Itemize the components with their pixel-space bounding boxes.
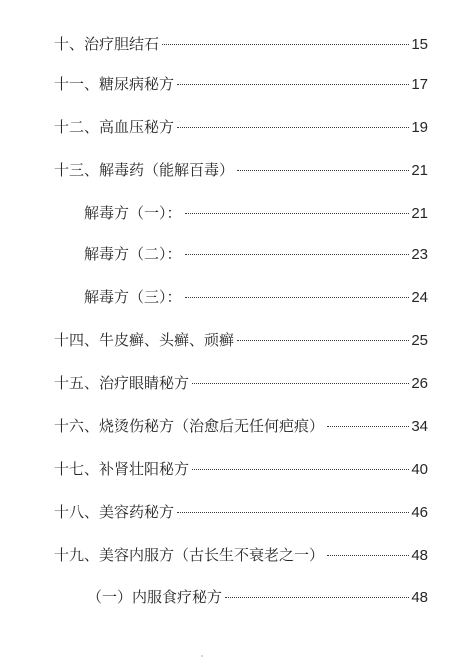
dot-leader <box>327 426 409 427</box>
toc-entry-title: 解毒方（一）： <box>84 204 182 222</box>
toc-entry-title: 十二、高血压秘方 <box>54 118 175 136</box>
scan-speck <box>201 655 203 657</box>
dot-leader <box>225 597 409 598</box>
toc-entry-title: 十四、牛皮癣、头癣、顽癣 <box>54 331 235 349</box>
toc-entry-title: 十三、解毒药（能解百毒） <box>54 161 235 179</box>
toc-subentry[interactable] <box>84 202 428 224</box>
toc-entry[interactable] <box>54 159 428 181</box>
toc-entry-title: 十六、烧烫伤秘方（治愈后无任何疤痕） <box>54 417 325 435</box>
toc-entry-title: 十八、美容药秘方 <box>54 503 175 521</box>
toc-subentry[interactable] <box>84 286 428 308</box>
dot-leader <box>177 512 409 513</box>
toc-subentry[interactable] <box>84 243 428 265</box>
toc-entry-page: 26 <box>411 375 428 392</box>
toc-entry-page: 40 <box>411 461 428 478</box>
toc-entry-page: 46 <box>411 504 428 521</box>
toc-entry-page: 24 <box>411 289 428 306</box>
toc-entry[interactable] <box>54 73 428 95</box>
toc-entry-title: 十九、美容内服方（古长生不衰老之一） <box>54 546 325 564</box>
dot-leader <box>177 127 409 128</box>
toc-entry-page: 34 <box>411 418 428 435</box>
toc-entry[interactable] <box>54 116 428 138</box>
dot-leader <box>185 297 410 298</box>
toc-entry[interactable] <box>54 458 428 480</box>
toc-entry[interactable] <box>54 329 428 351</box>
dot-leader <box>162 44 409 45</box>
dot-leader <box>177 84 409 85</box>
toc-entry-page: 25 <box>411 332 428 349</box>
toc-entry-page: 48 <box>411 547 428 564</box>
toc-entry-title: 解毒方（二）： <box>84 245 182 263</box>
toc-entry[interactable] <box>54 372 428 394</box>
toc-entry-title: 十五、治疗眼睛秘方 <box>54 374 190 392</box>
toc-entry-page: 21 <box>411 162 428 179</box>
toc-entry-title: 十、治疗胆结石 <box>54 35 160 53</box>
dot-leader <box>237 170 409 171</box>
toc-entry[interactable] <box>54 501 428 523</box>
dot-leader <box>185 254 410 255</box>
toc-entry-page: 15 <box>411 36 428 53</box>
toc-entry[interactable] <box>54 415 428 437</box>
toc-entry-page: 21 <box>411 205 428 222</box>
dot-leader <box>185 213 410 214</box>
toc-subentry[interactable] <box>87 586 428 608</box>
toc-entry-title: （一）内服食疗秘方 <box>87 588 223 606</box>
toc-entry-title: 解毒方（三）： <box>84 288 182 306</box>
toc-entry-title: 十七、补肾壮阳秘方 <box>54 460 190 478</box>
dot-leader <box>327 555 409 556</box>
dot-leader <box>237 340 409 341</box>
dot-leader <box>192 469 409 470</box>
toc-entry-page: 19 <box>411 119 428 136</box>
toc-entry-title: 十一、糖尿病秘方 <box>54 75 175 93</box>
toc-entry-page: 48 <box>411 589 428 606</box>
toc-entry-page: 17 <box>411 76 428 93</box>
dot-leader <box>192 383 409 384</box>
toc-entry[interactable] <box>54 544 428 566</box>
toc-entry-page: 23 <box>411 246 428 263</box>
toc-entry[interactable] <box>54 33 428 55</box>
